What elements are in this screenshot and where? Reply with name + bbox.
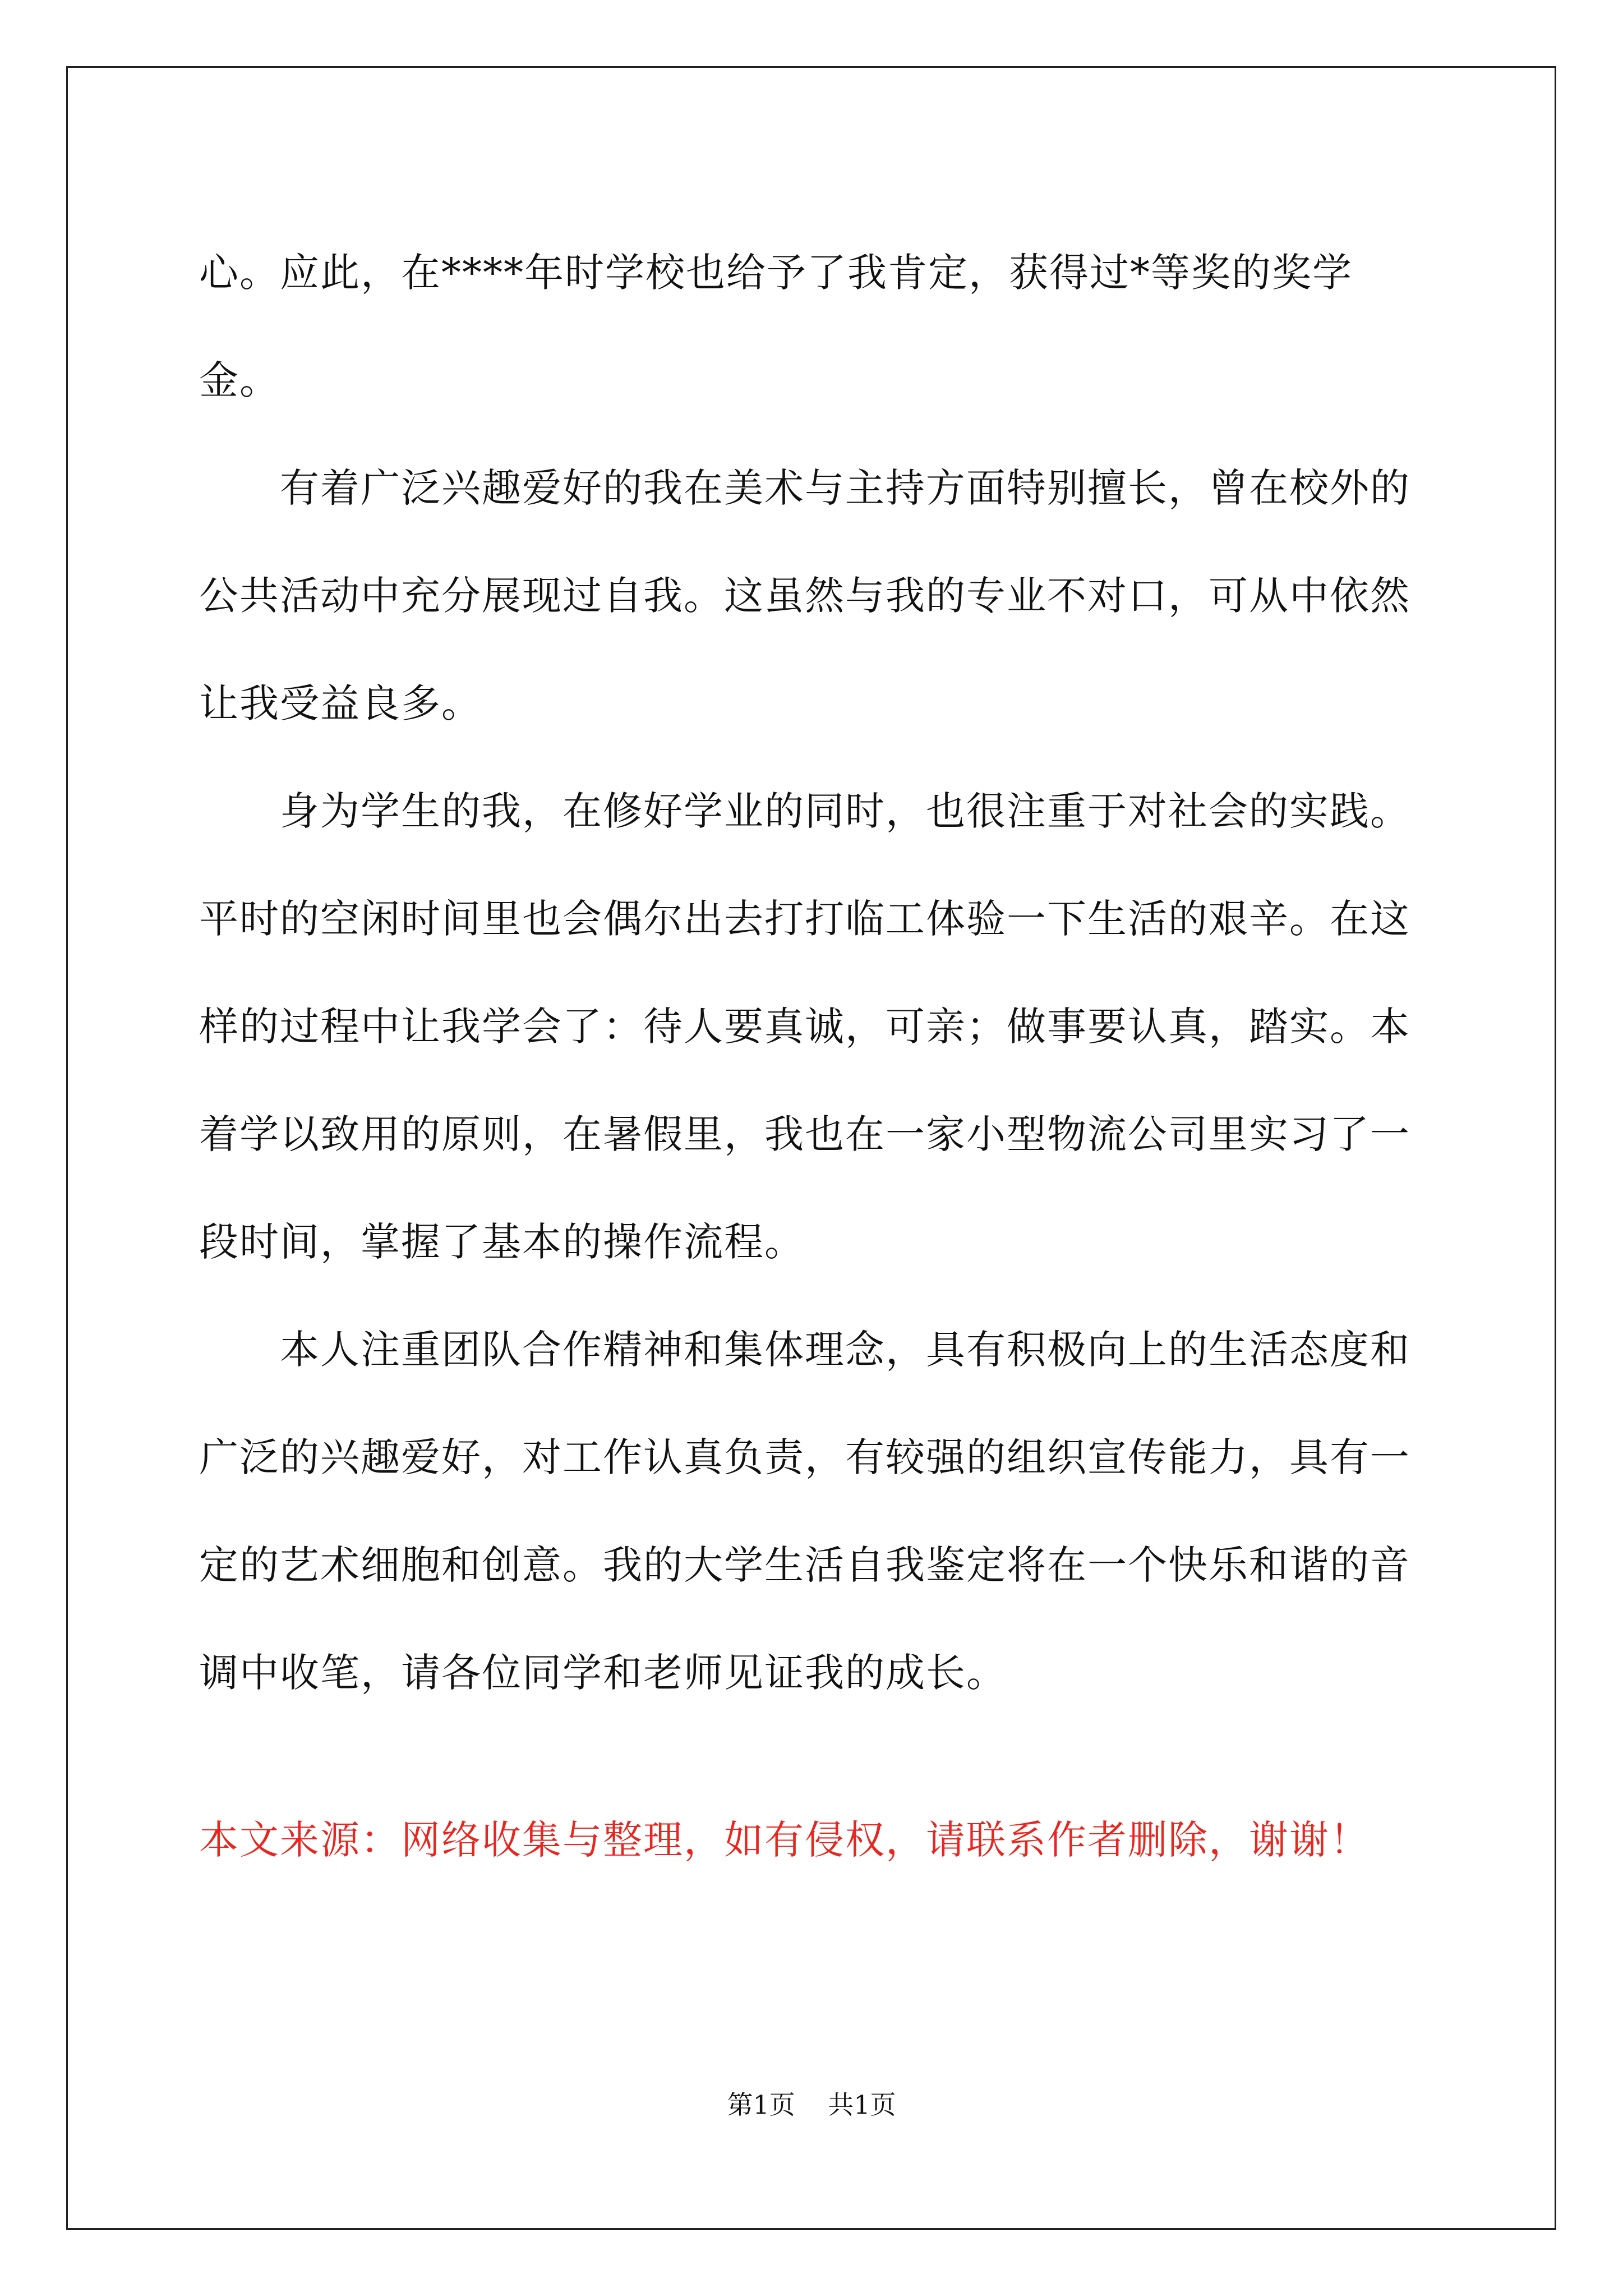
paragraph-2: 有着广泛兴趣爱好的我在美术与主持方面特别擅长，曾在校外的公共活动中充分展现过自我。这虽然与我的专业不对口，可从中依然让我受益良多。 <box>199 465 1410 726</box>
page-total: 共1页 <box>828 2090 896 2120</box>
document-body <box>199 219 1427 1727</box>
paragraph-1: 心。应此，在****年时学校也给予了我肯定，获得过*等奖的奖学金。 <box>199 250 1353 403</box>
paragraph-3: 身为学生的我，在修好学业的同时，也很注重于对社会的实践。平时的空闲时间里也会偶尔出去打打临工体验一下生活的艰辛。在这样的过程中让我学会了：待人要真诚，可亲；做事要认真，踏实。本着学以致用的原则，在暑假里，我也在一家小型物流公司里实习了一段时间，掌握了基本的操作流程。 <box>199 788 1410 1265</box>
source-note: 本文来源：网络收集与整理，如有侵权，请联系作者删除，谢谢！ <box>199 1817 1370 1863</box>
footer-gap <box>795 2090 828 2120</box>
page-number: 第1页 <box>727 2090 795 2120</box>
page-footer <box>0 2088 1623 2122</box>
paragraph-4: 本人注重团队合作精神和集体理念，具有积极向上的生活态度和广泛的兴趣爱好，对工作认真负责，有较强的组织宣传能力，具有一定的艺术细胞和创意。我的大学生活自我鉴定将在一个快乐和谐的音调中收笔，请各位同学和老师见证我的成长。 <box>199 1327 1410 1696</box>
